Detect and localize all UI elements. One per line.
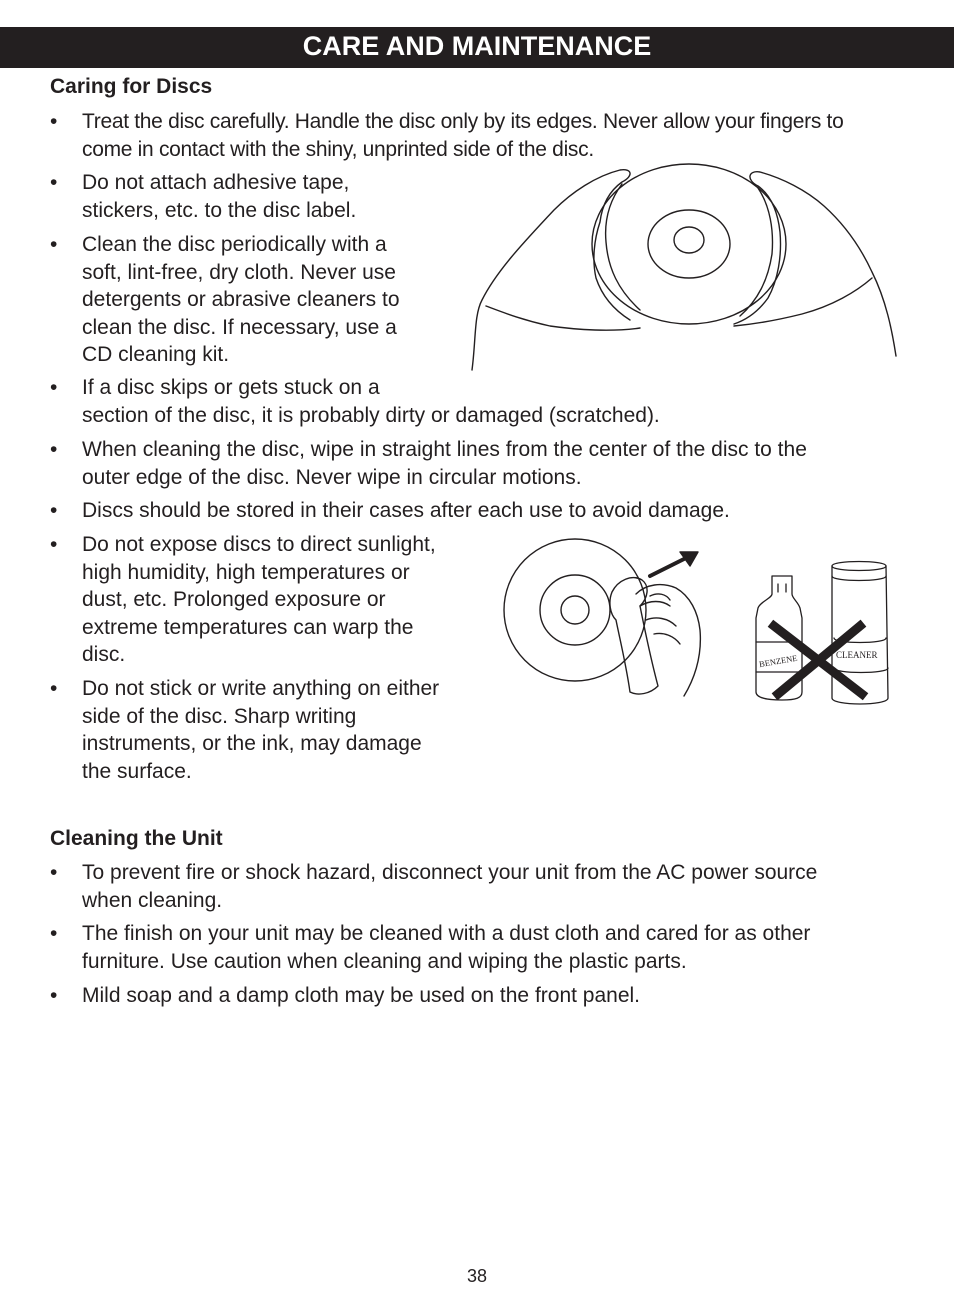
list-item-line: disc. (82, 643, 126, 666)
list-item-line: the surface. (82, 759, 192, 783)
page-title: CARE AND MAINTENANCE (0, 27, 954, 68)
list-item-line: Discs should be stored in their cases after each use to avoid damage. (82, 499, 730, 522)
bullet-mark: • (50, 922, 58, 945)
disc-handling-illustration (462, 160, 910, 378)
disc-wiping-illustration (500, 536, 712, 706)
list-item-line: instruments, or the ink, may damage (82, 732, 422, 755)
page-number: 38 (466, 1266, 488, 1286)
bullet-mark: • (50, 861, 58, 884)
bullet-mark: • (50, 233, 58, 256)
list-item-line: Do not stick or write anything on either (82, 677, 440, 700)
disc-shape (592, 164, 786, 324)
list-item-line: detergents or abrasive cleaners to (82, 288, 400, 311)
bullet-mark: • (50, 110, 58, 133)
bullet-mark: • (50, 171, 58, 194)
list-item-line: come in contact with the shiny, unprinted side of the disc. (82, 137, 594, 161)
list-item-line: section of the disc, it is probably dirty or damaged (scratched). (82, 403, 660, 427)
list-item-line: high humidity, high temperatures or (82, 560, 410, 584)
list-item-line: The finish on your unit may be cleaned with a dust cloth and cared for as other (82, 922, 811, 945)
list-item-line: Do not expose discs to direct sunlight, (82, 533, 436, 556)
bullet-mark: • (50, 984, 58, 1007)
list-item-line: Do not attach adhesive tape, (82, 171, 350, 194)
cleaner-label: CLEANER (836, 650, 878, 660)
list-item-line: Treat the disc carefully. Handle the disc only by its edges. Never allow your fingers to (82, 110, 844, 133)
bullet-mark: • (50, 499, 58, 522)
section-heading-cleaning-the-unit: Cleaning the Unit (50, 827, 223, 850)
list-item-line: clean the disc. If necessary, use a (82, 315, 397, 339)
bullet-mark: • (50, 533, 58, 556)
list-item-line: When cleaning the disc, wipe in straight lines from the center of the disc to the (82, 438, 807, 461)
list-item-line: when cleaning. (82, 888, 223, 912)
list-item-line: dust, etc. Prolonged exposure or (82, 588, 386, 611)
list-item-line: soft, lint-free, dry cloth. Never use (82, 260, 396, 284)
list-item-line: Mild soap and a damp cloth may be used on the front panel. (82, 984, 641, 1007)
list-item-line: side of the disc. Sharp writing (82, 704, 357, 728)
list-item-line: To prevent fire or shock hazard, disconnect your unit from the AC power source (82, 861, 818, 884)
arrow-icon (650, 556, 690, 576)
benzene-label: BENZENE (758, 652, 799, 670)
bullet-mark: • (50, 438, 58, 461)
solvent-bottles-illustration (748, 558, 896, 710)
list-item-line: furniture. Use caution when cleaning and wiping the plastic parts. (82, 949, 687, 973)
list-item-line: If a disc skips or gets stuck on a (82, 376, 380, 399)
bullet-mark: • (50, 677, 58, 700)
bullet-mark: • (50, 376, 58, 399)
list-item-line: stickers, etc. to the disc label. (82, 198, 357, 222)
list-item-line: extreme temperatures can warp the (82, 615, 414, 639)
section-heading-caring-for-discs: Caring for Discs (50, 75, 213, 98)
list-item-line: outer edge of the disc. Never wipe in circular motions. (82, 465, 582, 489)
list-item-line: CD cleaning kit. (82, 343, 230, 366)
list-item-line: Clean the disc periodically with a (82, 233, 387, 256)
